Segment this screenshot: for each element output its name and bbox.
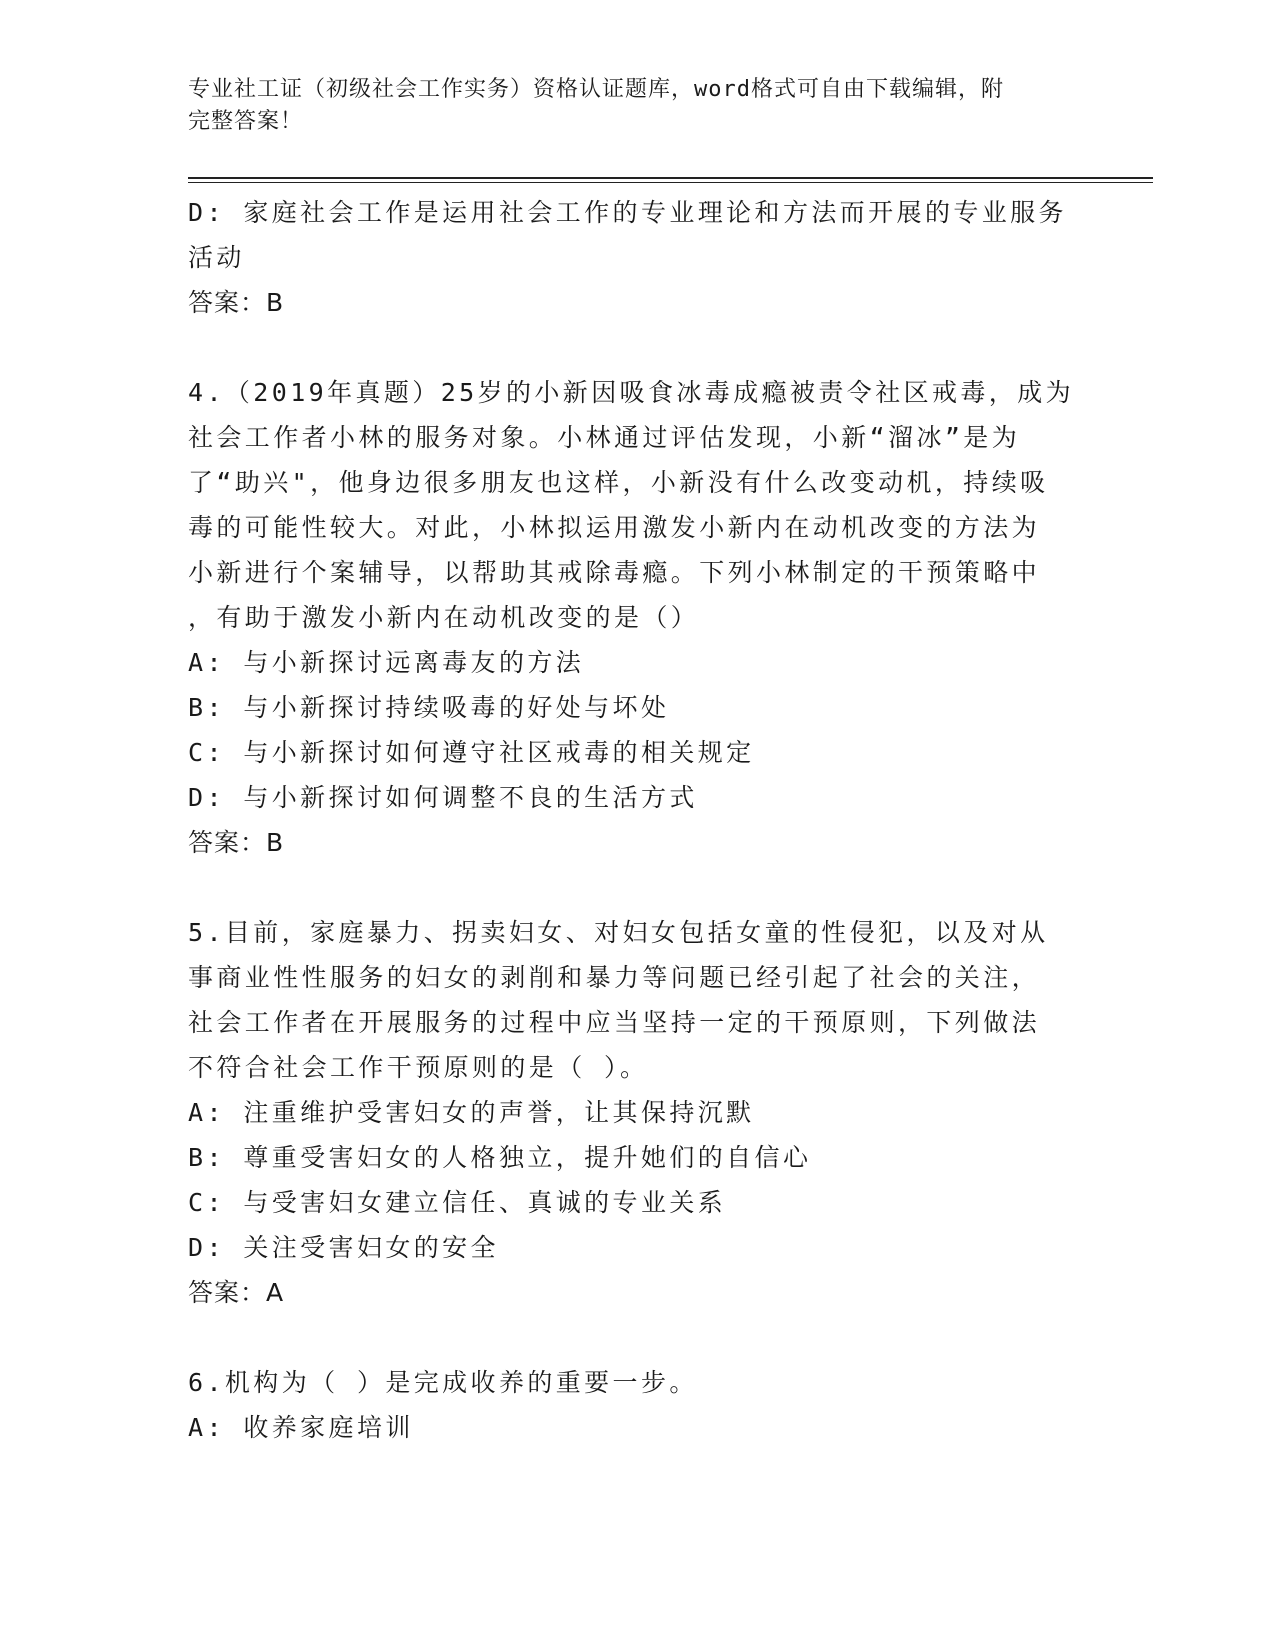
question-5 xyxy=(188,910,1088,1315)
option-d-continued: 活动 xyxy=(188,243,245,272)
header-line-2: 完整答案！ xyxy=(188,109,304,134)
answer: 答案：B xyxy=(188,288,285,317)
spacer xyxy=(188,1315,1088,1360)
question-text-line: 事商业性性服务的妇女的剥削和暴力等问题已经引起了社会的关注， xyxy=(188,963,1041,992)
question-content xyxy=(188,190,1088,1450)
option-a: A: 注重维护受害妇女的声誉，让其保持沉默 xyxy=(188,1098,755,1127)
page-header xyxy=(188,74,1068,138)
question-text-line: 社会工作者在开展服务的过程中应当坚持一定的干预原则，下列做法 xyxy=(188,1008,1041,1037)
question-text-line: ，有助于激发小新内在动机改变的是（） xyxy=(188,603,700,632)
question-6 xyxy=(188,1360,1088,1450)
answer: 答案：A xyxy=(188,1278,285,1307)
option-c: C: 与小新探讨如何遵守社区戒毒的相关规定 xyxy=(188,738,755,767)
header-divider-thin xyxy=(188,182,1153,183)
question-text-line: 不符合社会工作干预原则的是（ ）。 xyxy=(188,1053,649,1082)
spacer xyxy=(188,325,1088,370)
question-4 xyxy=(188,370,1088,865)
option-d: D: 与小新探讨如何调整不良的生活方式 xyxy=(188,783,698,812)
question-text-line: 小新进行个案辅导，以帮助其戒除毒瘾。下列小林制定的干预策略中 xyxy=(188,558,1041,587)
option-b: B: 尊重受害妇女的人格独立，提升她们的自信心 xyxy=(188,1143,812,1172)
header-divider-thick xyxy=(188,177,1153,179)
option-b: B: 与小新探讨持续吸毒的好处与坏处 xyxy=(188,693,670,722)
question-text-line: 4.（2019年真题）25岁的小新因吸食冰毒成瘾被责令社区戒毒，成为 xyxy=(188,378,1075,407)
question-text-line: 毒的可能性较大。对此，小林拟运用激发小新内在动机改变的方法为 xyxy=(188,513,1041,542)
header-line-1: 专业社工证（初级社会工作实务）资格认证题库，word格式可自由下载编辑，附 xyxy=(188,77,1004,102)
option-d: D: 家庭社会工作是运用社会工作的专业理论和方法而开展的专业服务 xyxy=(188,198,1067,227)
previous-question-tail xyxy=(188,190,1088,325)
option-d: D: 关注受害妇女的安全 xyxy=(188,1233,499,1262)
question-text-line: 6.机构为（ ）是完成收养的重要一步。 xyxy=(188,1368,698,1397)
question-text-line: 了“助兴"，他身边很多朋友也这样，小新没有什么改变动机，持续吸 xyxy=(188,468,1049,497)
option-a: A: 收养家庭培训 xyxy=(188,1413,414,1442)
answer: 答案：B xyxy=(188,828,285,857)
option-a: A: 与小新探讨远离毒友的方法 xyxy=(188,648,585,677)
question-text-line: 5.目前，家庭暴力、拐卖妇女、对妇女包括女童的性侵犯，以及对从 xyxy=(188,918,1049,947)
question-text-line: 社会工作者小林的服务对象。小林通过评估发现，小新“溜冰”是为 xyxy=(188,423,1021,452)
option-c: C: 与受害妇女建立信任、真诚的专业关系 xyxy=(188,1188,727,1217)
spacer xyxy=(188,865,1088,910)
